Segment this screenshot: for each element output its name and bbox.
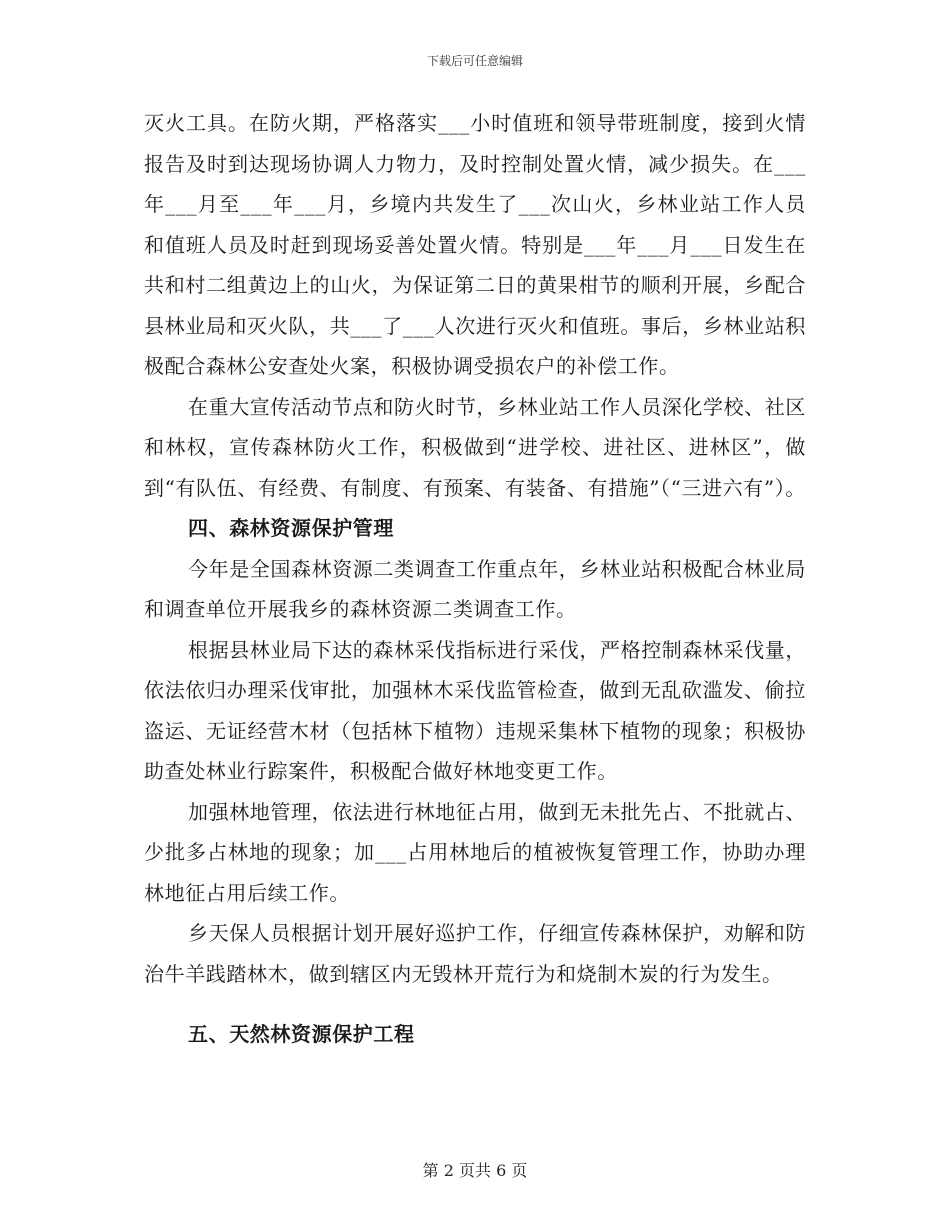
section-heading-natural-forest: 五、天然林资源保护工程	[188, 1022, 415, 1046]
paragraph-fire-response: 灭火工具。在防火期，严格落实___小时值班和领导带班制度，接到火情报告及时到达现场协调人力物力，及时控制处置火情，减少损失。在___年___月至___年___月，乡境内共发生了___次山火，乡林业站工作人员和值班人员及时赶到现场妥善处置火情。特别是___年___月___日发生在共和村二组黄边上的山火，为保证第二日的黄果柑节的顺利开展，乡配合县林业局和灭火队，共___了___人次进行灭火和值班。事后，乡林业站积极配合森林公安查处火案，积极协调受损农户的补偿工作。	[144, 111, 806, 378]
paragraph-forest-survey: 今年是全国森林资源二类调查工作重点年，乡林业站积极配合林业局和调查单位开展我乡的森林资源二类调查工作。	[144, 556, 806, 621]
paragraph-fire-publicity: 在重大宣传活动节点和防火时节，乡林业站工作人员深化学校、社区和林权，宣传森林防火工作，积极做到“进学校、进社区、进林区”，做到“有队伍、有经费、有制度、有预案、有装备、有措施”（“三进六有”）。	[144, 394, 806, 500]
section-heading-forest-protection: 四、森林资源保护管理	[188, 516, 394, 540]
paragraph-logging-control: 根据县林业局下达的森林采伐指标进行采伐，严格控制森林采伐量，依法依归办理采伐审批，加强林木采伐监管检查，做到无乱砍滥发、偷拉盗运、无证经营木材（包括林下植物）违规采集林下植物的现象；积极协助查处林业行踪案件，积极配合做好林地变更工作。	[144, 637, 806, 783]
paragraph-patrol: 乡天保人员根据计划开展好巡护工作，仔细宣传森林保护，劝解和防治牛羊践踏林木，做到辖区内无毁林开荒行为和烧制木炭的行为发生。	[144, 921, 806, 986]
paragraph-land-management: 加强林地管理，依法进行林地征占用，做到无未批先占、不批就占、少批多占林地的现象；加___占用林地后的植被恢复管理工作，协助办理林地征占用后续工作。	[144, 799, 806, 905]
page-number: 第 2 页共 6 页	[422, 1161, 528, 1180]
page-header-note: 下载后可任意编辑	[426, 54, 523, 68]
document-body	[144, 103, 806, 1055]
